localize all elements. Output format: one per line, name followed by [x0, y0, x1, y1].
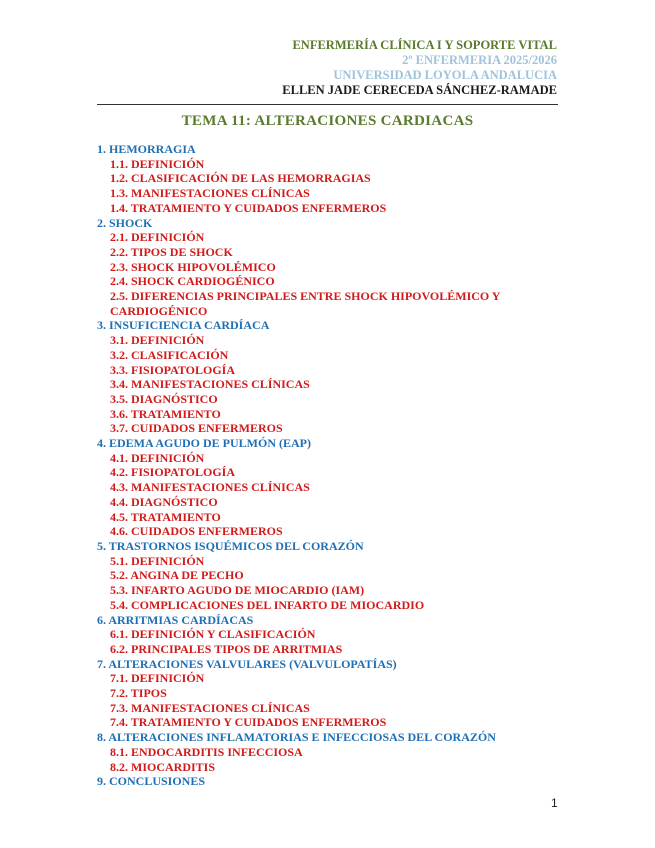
toc-subsection-item[interactable]: 2.1. DEFINICIÓN	[110, 230, 205, 245]
document-header	[282, 38, 557, 98]
toc-section-label[interactable]: 4. EDEMA AGUDO DE PULMÓN (EAP)	[97, 436, 311, 451]
toc-section	[97, 613, 558, 657]
toc-subsection-item[interactable]: 2.5. DIFERENCIAS PRINCIPALES ENTRE SHOCK HIPOVOLÉMICO Y CARDIOGÉNICO	[110, 289, 501, 318]
toc-subsection-item[interactable]: 5.4. COMPLICACIONES DEL INFARTO DE MIOCARDIO	[110, 597, 425, 612]
toc-subsection-item[interactable]: 1.4. TRATAMIENTO Y CUIDADOS ENFERMEROS	[110, 200, 387, 215]
toc-section	[97, 436, 558, 539]
toc-subsection-list	[97, 157, 558, 216]
course-name: ENFERMERÍA CLÍNICA I Y SOPORTE VITAL	[292, 38, 557, 52]
toc-section	[97, 142, 558, 216]
toc-subsection-item[interactable]: 6.2. PRINCIPALES TIPOS DE ARRITMIAS	[110, 641, 343, 656]
toc-subsection-item[interactable]: 3.2. CLASIFICACIÓN	[110, 347, 229, 362]
toc-subsection-item[interactable]: 4.5. TRATAMIENTO	[110, 509, 221, 524]
toc-subsection-list	[97, 627, 558, 656]
toc-section-label[interactable]: 1. HEMORRAGIA	[97, 142, 196, 156]
toc-section-label[interactable]: 5. TRASTORNOS ISQUÉMICOS DEL CORAZÓN	[97, 538, 364, 553]
toc-subsection-list	[97, 745, 558, 774]
toc-subsection-item[interactable]: 1.2. CLASIFICACIÓN DE LAS HEMORRAGIAS	[110, 171, 371, 186]
toc-section-label[interactable]: 6. ARRITMIAS CARDÍACAS	[97, 612, 254, 627]
toc-subsection-item[interactable]: 2.4. SHOCK CARDIOGÉNICO	[110, 274, 275, 289]
toc-subsection-item[interactable]: 7.4. TRATAMIENTO Y CUIDADOS ENFERMEROS	[110, 715, 387, 730]
toc-subsection-item[interactable]: 1.1. DEFINICIÓN	[110, 156, 205, 171]
toc-subsection-item[interactable]: 4.2. FISIOPATOLOGÍA	[110, 465, 236, 480]
toc-subsection-item[interactable]: 3.7. CUIDADOS ENFERMEROS	[110, 421, 283, 436]
toc-subsection-item[interactable]: 5.3. INFARTO AGUDO DE MIOCARDIO (IAM)	[110, 583, 365, 598]
toc-section-label[interactable]: 3. INSUFICIENCIA CARDÍACA	[97, 318, 270, 333]
toc-subsection-list	[97, 671, 558, 730]
toc-subsection-item[interactable]: 3.6. TRATAMIENTO	[110, 406, 221, 421]
table-of-contents	[97, 142, 558, 789]
toc-section	[97, 657, 558, 731]
toc-subsection-item[interactable]: 2.2. TIPOS DE SHOCK	[110, 244, 233, 259]
header-divider	[97, 104, 558, 105]
toc-subsection-list	[97, 554, 558, 613]
author-name: ELLEN JADE CERECEDA SÁNCHEZ-RAMADE	[282, 83, 557, 97]
toc-section-label[interactable]: 8. ALTERACIONES INFLAMATORIAS E INFECCIOSAS DEL CORAZÓN	[97, 730, 496, 745]
toc-subsection-item[interactable]: 6.1. DEFINICIÓN Y CLASIFICACIÓN	[110, 627, 316, 642]
toc-subsection-item[interactable]: 3.5. DIAGNÓSTICO	[110, 391, 218, 406]
toc-section	[97, 318, 558, 436]
toc-subsection-item[interactable]: 2.3. SHOCK HIPOVOLÉMICO	[110, 259, 276, 274]
toc-subsection-item[interactable]: 4.6. CUIDADOS ENFERMEROS	[110, 524, 283, 539]
page-number: 1	[551, 796, 558, 810]
toc-section	[97, 774, 558, 789]
toc-subsection-item[interactable]: 8.1. ENDOCARDITIS INFECCIOSA	[110, 744, 303, 759]
toc-subsection-item[interactable]: 4.3. MANIFESTACIONES CLÍNICAS	[110, 480, 310, 495]
toc-subsection-item[interactable]: 7.3. MANIFESTACIONES CLÍNICAS	[110, 700, 310, 715]
toc-section	[97, 730, 558, 774]
toc-section-label[interactable]: 2. SHOCK	[97, 215, 153, 230]
toc-section	[97, 216, 558, 319]
university-name: UNIVERSIDAD LOYOLA ANDALUCIA	[333, 68, 557, 82]
toc-subsection-item[interactable]: 3.4. MANIFESTACIONES CLÍNICAS	[110, 377, 310, 392]
toc-section	[97, 539, 558, 613]
academic-year: 2º ENFERMERIA 2025/2026	[402, 53, 557, 67]
toc-subsection-item[interactable]: 3.3. FISIOPATOLOGÍA	[110, 362, 236, 377]
document-title: TEMA 11: ALTERACIONES CARDIACAS	[181, 113, 474, 129]
toc-subsection-item[interactable]: 7.1. DEFINICIÓN	[110, 671, 205, 686]
toc-subsection-list	[97, 230, 558, 318]
toc-section-label[interactable]: 7. ALTERACIONES VALVULARES (VALVULOPATÍAS)	[97, 656, 397, 671]
toc-subsection-item[interactable]: 5.2. ANGINA DE PECHO	[110, 568, 244, 583]
toc-subsection-item[interactable]: 7.2. TIPOS	[110, 686, 167, 701]
toc-subsection-item[interactable]: 4.1. DEFINICIÓN	[110, 450, 205, 465]
toc-subsection-list	[97, 451, 558, 539]
toc-subsection-item[interactable]: 8.2. MIOCARDITIS	[110, 759, 216, 774]
toc-subsection-item[interactable]: 1.3. MANIFESTACIONES CLÍNICAS	[110, 186, 310, 201]
toc-subsection-item[interactable]: 5.1. DEFINICIÓN	[110, 553, 205, 568]
toc-subsection-list	[97, 333, 558, 436]
toc-section-label[interactable]: 9. CONCLUSIONES	[97, 774, 206, 789]
toc-subsection-item[interactable]: 4.4. DIAGNÓSTICO	[110, 494, 218, 509]
toc-subsection-item[interactable]: 3.1. DEFINICIÓN	[110, 333, 205, 348]
